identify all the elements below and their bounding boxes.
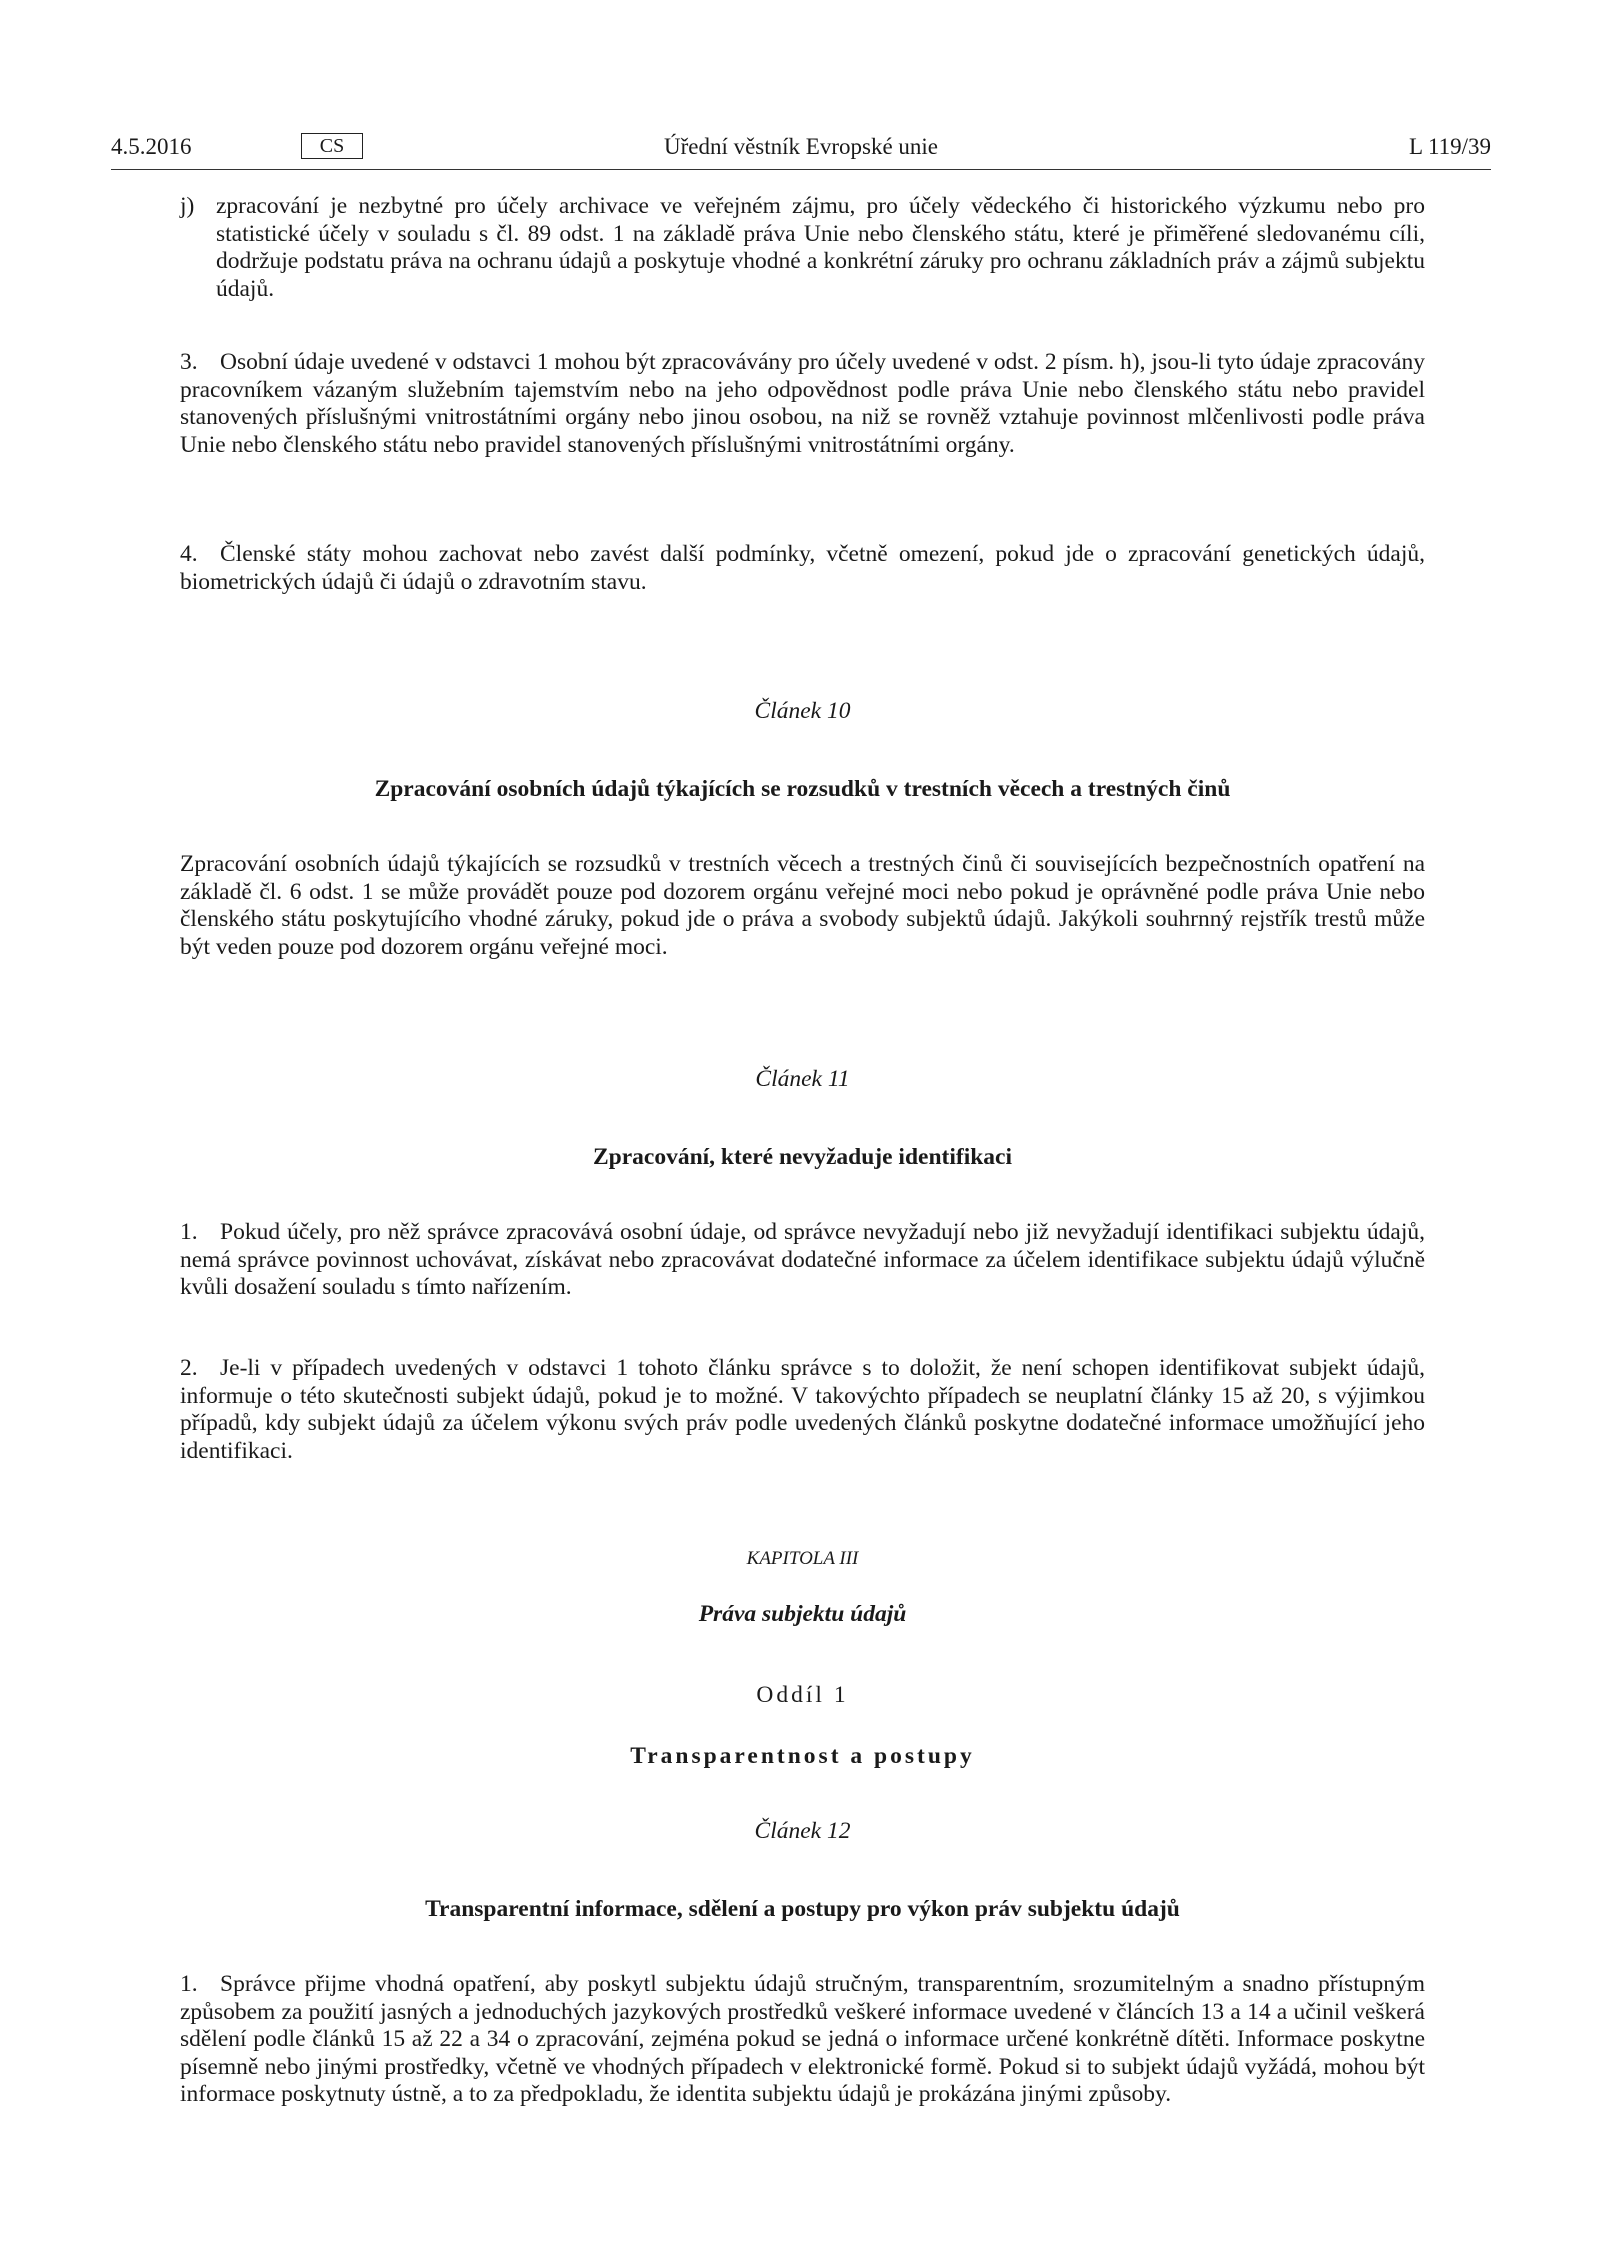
- item-marker: j): [180, 193, 195, 219]
- section-label: Oddíl 1: [756, 1682, 849, 1708]
- article10-label: Článek 10: [754, 698, 851, 724]
- item-text: zpracování je nezbytné pro účely archivace ve veřejném zájmu, pro účely vědeckého či historického výzkumu nebo pro statistické účely v souladu s čl. 89 odst. 1 na základě práva Unie nebo členského státu, které je přiměřené sledovanému cíli, dodržuje podstatu práva na ochranu údajů a poskytuje vhodné a konkrétní záruky pro ochranu základních práv a zájmů subjektu údajů.: [216, 193, 1425, 302]
- paragraph-number: 4.: [180, 541, 198, 567]
- paragraph-text: Osobní údaje uvedené v odstavci 1 mohou být zpracovávány pro účely uvedené v odst. 2 písm. h), jsou-li tyto údaje zpracovány pracovníkem vázaným služebním tajemstvím nebo na jeho odpovědnost podle práva Unie nebo členského státu nebo pravidel stanovených příslušnými vnitrostátními orgány nebo jinou osobou, na niž se rovněž vztahuje povinnost mlčenlivosti podle práva Unie nebo členského státu nebo pravidel stanovených příslušnými vnitrostátními orgány.: [180, 349, 1425, 458]
- paragraph-number: 1.: [180, 1971, 198, 1997]
- chapter-title: Práva subjektu údajů: [698, 1601, 907, 1627]
- paragraph-text: Je-li v případech uvedených v odstavci 1 tohoto článku správce s to doložit, že není schopen identifikovat subjekt údajů, informuje o této skutečnosti subjekt údajů, pokud je to možné. V takovýchto případech se neuplatní články 15 až 20, s výjimkou případů, kdy subjekt údajů za účelem výkonu svých práv podle uvedených článků poskytne dodatečné informace umožňující jeho identifikaci.: [180, 1355, 1425, 1464]
- paragraph-text: Členské státy mohou zachovat nebo zavést další podmínky, včetně omezení, pokud jde o zpracování genetických údajů, biometrických údajů či údajů o zdravotním stavu.: [180, 541, 1425, 595]
- article12-label: Článek 12: [754, 1818, 851, 1844]
- article9-item-j: [180, 193, 1425, 303]
- article12-paragraph-1: [180, 1971, 1425, 2109]
- publication-date: 4.5.2016: [111, 134, 192, 159]
- page-number: L 119/39: [1409, 134, 1491, 159]
- article11-title: Zpracování, které nevyžaduje identifikaci: [592, 1144, 1013, 1170]
- paragraph-text: Pokud účely, pro něž správce zpracovává osobní údaje, od správce nevyžadují nebo již nevyžadují identifikaci subjektu údajů, nemá správce povinnost uchovávat, získávat nebo zpracovávat dodatečné informace za účelem identifikace subjektu údajů výlučně kvůli dosažení souladu s tímto nařízením.: [180, 1219, 1425, 1300]
- article10-text: Zpracování osobních údajů týkajících se rozsudků v trestních věcech a trestných činů či souvisejících bezpečnostních opatření na základě čl. 6 odst. 1 se může provádět pouze pod dozorem orgánu veřejné moci nebo pokud je oprávněné podle práva Unie nebo členského státu poskytujícího vhodné záruky, pokud jde o práva a svobody subjektů údajů. Jakýkoli souhrnný rejstřík trestů může být veden pouze pod dozorem orgánu veřejné moci.: [180, 851, 1425, 960]
- paragraph-number: 2.: [180, 1355, 198, 1381]
- article9-paragraph-4: [180, 541, 1425, 596]
- paragraph-text: Správce přijme vhodná opatření, aby poskytl subjektu údajů stručným, transparentním, srozumitelným a snadno přístupným způsobem za použití jasných a jednoduchých jazykových prostředků veškeré informace uvedené v článcích 13 a 14 a učinil veškerá sdělení podle článků 15 až 22 a 34 o zpracování, zejména pokud se jedná o informace určené konkrétně dítěti. Informace poskytne písemně nebo jinými prostředky, včetně ve vhodných případech v elektronické formě. Pokud si to subjekt údajů vyžádá, mohou být informace poskytnuty ústně, a to za předpokladu, že identita subjektu údajů je prokázána jinými způsoby.: [180, 1971, 1425, 2107]
- paragraph-number: 3.: [180, 349, 198, 375]
- article9-paragraph-3: [180, 349, 1425, 459]
- section-title: Transparentnost a postupy: [630, 1743, 975, 1769]
- article11-label: Článek 11: [755, 1066, 850, 1092]
- article11-paragraph-1: [180, 1219, 1425, 1302]
- article12-title: Transparentní informace, sdělení a postupy pro výkon práv subjektu údajů: [425, 1896, 1180, 1922]
- article10-title: Zpracování osobních údajů týkajících se rozsudků v trestních věcech a trestných činů: [374, 776, 1231, 802]
- paragraph-number: 1.: [180, 1219, 198, 1245]
- language-badge: CS: [301, 133, 363, 159]
- page-header: [111, 130, 1491, 166]
- article11-paragraph-2: [180, 1355, 1425, 1465]
- journal-title: Úřední věstník Evropské unie: [663, 134, 939, 159]
- header-divider: [111, 169, 1491, 170]
- chapter-label: KAPITOLA III: [746, 1548, 859, 1569]
